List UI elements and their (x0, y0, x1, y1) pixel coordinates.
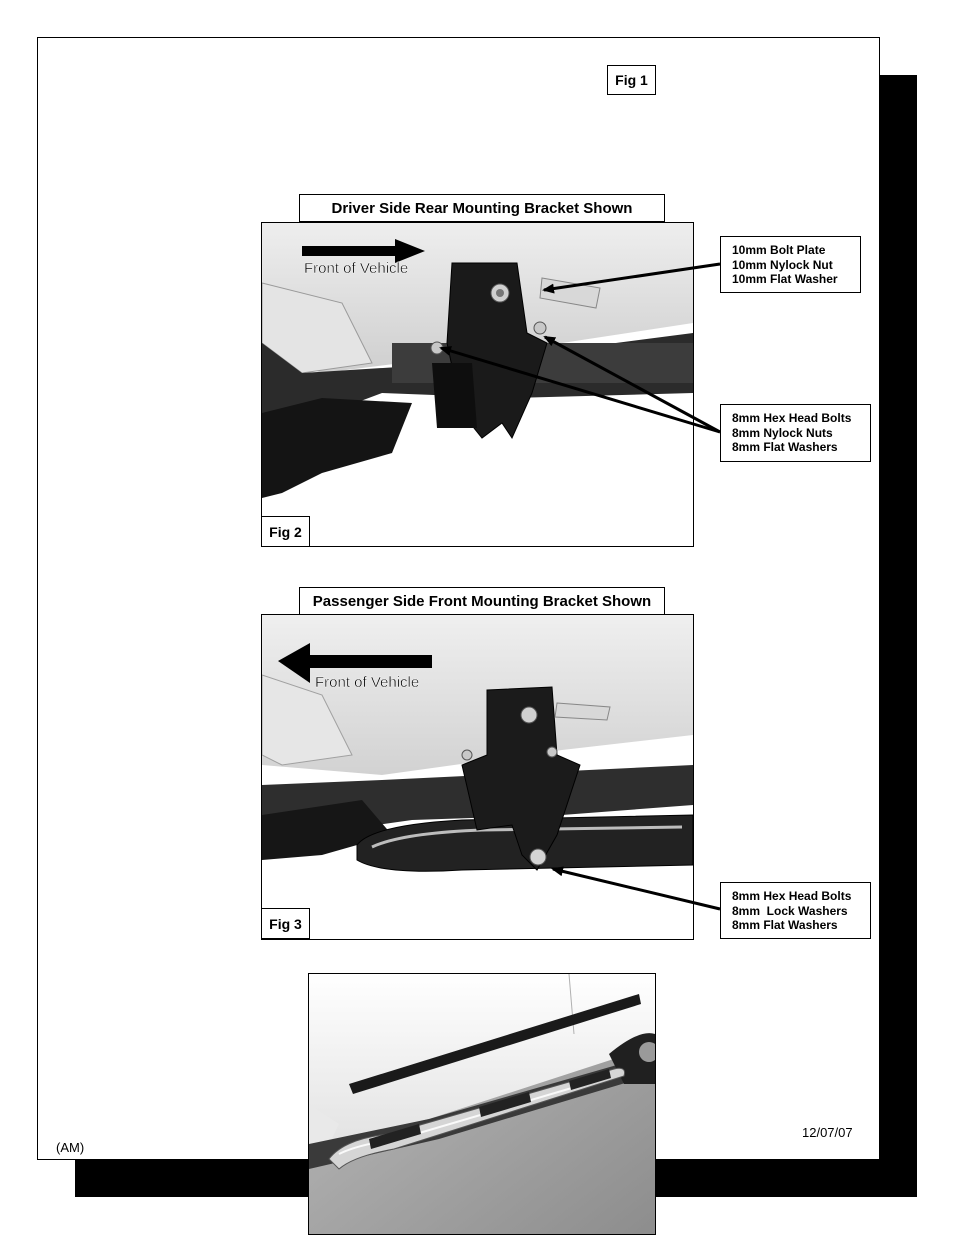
callout-line: 8mm Flat Washers (732, 440, 838, 454)
fig3-title: Passenger Side Front Mounting Bracket Shown (299, 587, 665, 615)
callout-line: 8mm Hex Head Bolts (732, 889, 852, 903)
leader-arrow (544, 264, 720, 290)
fig2-arrow-text: Front of Vehicle (304, 260, 409, 277)
callout-line: 8mm Flat Washers (732, 918, 838, 932)
fig2-label: Fig 2 (261, 516, 310, 547)
leader-arrow (441, 348, 720, 432)
fig1-label: Fig 1 (607, 65, 656, 95)
callout-line: 10mm Bolt Plate (732, 243, 826, 257)
callout-line: 8mm Hex Head Bolts (732, 411, 852, 425)
callout-line: 8mm Nylock Nuts (732, 425, 833, 440)
fig3-arrow-text: Front of Vehicle (315, 674, 420, 691)
fig2-title: Driver Side Rear Mounting Bracket Shown (299, 194, 665, 222)
footer-date: 12/07/07 (802, 1125, 853, 1140)
fig3-label: Fig 3 (261, 908, 310, 939)
callout-line: 8mm Lock Washers (732, 903, 848, 918)
callout-line: 10mm Nylock Nut (732, 257, 833, 272)
callout-line: 10mm Flat Washer (732, 272, 838, 286)
leader-arrow (545, 337, 720, 432)
leader-arrow (553, 869, 720, 909)
footer-initials: (AM) (56, 1140, 85, 1155)
installed-step-photo (308, 973, 656, 1235)
